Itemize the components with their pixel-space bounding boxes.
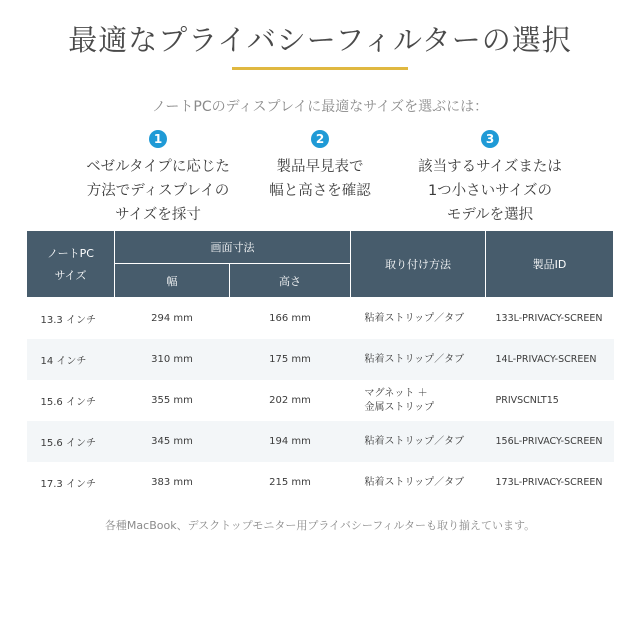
step-3 <box>390 128 590 227</box>
mount-line: 粘着ストリップ／タブ <box>364 353 465 365</box>
cell-product-id: 133L-PRIVACY-SCREEN <box>486 298 614 340</box>
cell-height: 166 mm <box>230 298 351 340</box>
header-laptop-size <box>27 231 115 298</box>
cell-mount <box>351 462 486 503</box>
cell-mount <box>351 380 486 421</box>
cell-height: 202 mm <box>230 380 351 421</box>
cell-size: 13.3 インチ <box>27 298 115 340</box>
header-line: サイズ <box>54 269 87 282</box>
cell-width: 294 mm <box>115 298 230 340</box>
header-width: 幅 <box>115 264 230 298</box>
cell-size: 14 インチ <box>27 339 115 380</box>
mount-line: マグネット ＋ <box>364 387 428 399</box>
step-number-badge: 3 <box>481 130 499 148</box>
table-row <box>27 462 614 503</box>
step-line: ベゼルタイプに応じた <box>86 159 230 175</box>
cell-mount <box>351 298 486 340</box>
mount-line: 粘着ストリップ／タブ <box>364 435 465 447</box>
cell-height: 175 mm <box>230 339 351 380</box>
cell-product-id: 14L-PRIVACY-SCREEN <box>486 339 614 380</box>
title-underline <box>232 67 408 70</box>
step-line: 方法でディスプレイの <box>86 183 230 199</box>
table-row <box>27 421 614 462</box>
mount-line: 粘着ストリップ／タブ <box>364 312 465 324</box>
cell-width: 345 mm <box>115 421 230 462</box>
cell-size: 15.6 インチ <box>27 380 115 421</box>
step-line: 幅と高さを確認 <box>269 183 371 199</box>
header-line: ノートPC <box>47 247 94 260</box>
mount-line: 粘着ストリップ／タブ <box>364 476 465 488</box>
table-row <box>27 339 614 380</box>
cell-width: 383 mm <box>115 462 230 503</box>
footer-note: 各種MacBook、デスクトップモニター用プライバシーフィルターも取り揃えています。 <box>104 519 536 532</box>
cell-size: 17.3 インチ <box>27 462 115 503</box>
cell-product-id: PRIVSCNLT15 <box>486 380 614 421</box>
step-line: サイズを採寸 <box>115 207 201 223</box>
step-line: モデルを選択 <box>446 207 534 223</box>
cell-width: 355 mm <box>115 380 230 421</box>
cell-height: 194 mm <box>230 421 351 462</box>
mount-line: 金属ストリップ <box>364 401 435 413</box>
step-text <box>390 155 590 227</box>
table-row <box>27 380 614 421</box>
subtitle: ノートPCのディスプレイに最適なサイズを選ぶには： <box>151 99 489 115</box>
step-number-badge: 2 <box>311 130 329 148</box>
cell-size: 15.6 インチ <box>27 421 115 462</box>
page-title: 最適なプライバシーフィルターの選択 <box>68 23 572 57</box>
header-product-id: 製品ID <box>486 231 614 298</box>
cell-mount <box>351 421 486 462</box>
step-number-badge: 1 <box>149 130 167 148</box>
cell-height: 215 mm <box>230 462 351 503</box>
cell-mount <box>351 339 486 380</box>
step-line: 製品早見表で <box>276 159 364 175</box>
cell-product-id: 156L-PRIVACY-SCREEN <box>486 421 614 462</box>
header-screen-dimensions: 画面寸法 <box>115 231 351 264</box>
step-line: 1つ小さいサイズの <box>427 183 553 199</box>
product-size-table <box>26 230 614 503</box>
header-height: 高さ <box>230 264 351 298</box>
header-mount-method: 取り付け方法 <box>351 231 486 298</box>
cell-product-id: 173L-PRIVACY-SCREEN <box>486 462 614 503</box>
step-line: 該当するサイズまたは <box>418 159 562 175</box>
cell-width: 310 mm <box>115 339 230 380</box>
table-row <box>27 298 614 340</box>
